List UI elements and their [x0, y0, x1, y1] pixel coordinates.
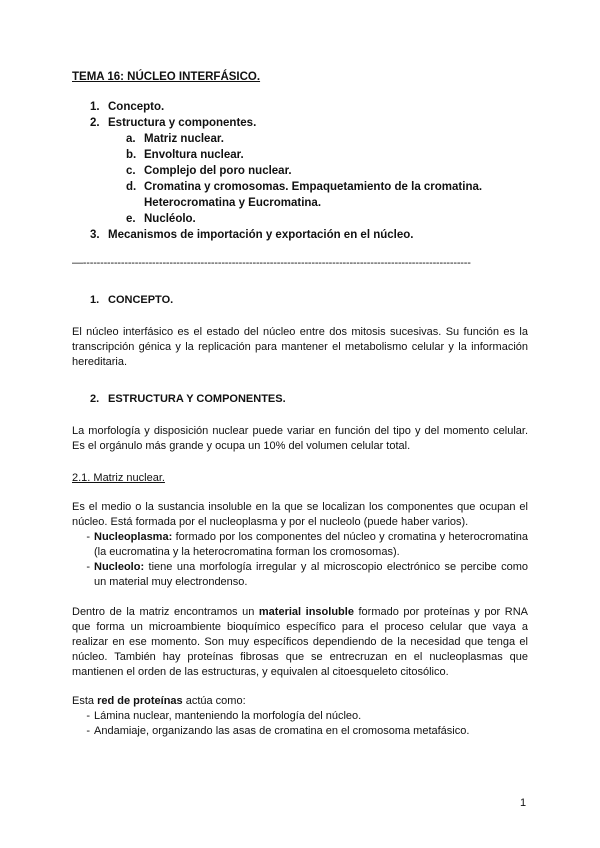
toc-subitem: [72, 147, 528, 163]
bold-material-insoluble: material insoluble: [258, 606, 354, 618]
list-item-nucleolo: [72, 560, 528, 590]
toc-text: Complejo del poro nuclear.: [144, 165, 292, 177]
matriz-components-list: [72, 530, 528, 590]
toc-item: [72, 115, 528, 131]
toc-text: Cromatina y cromosomas. Empaquetamiento de la cromatina. Heterocromatina y Eucromatina.: [144, 181, 483, 209]
toc-subitem: [72, 179, 528, 211]
paragraph-text: actúa como:: [182, 695, 246, 707]
toc-number: a.: [126, 133, 136, 145]
toc-item: [72, 227, 528, 243]
toc-text: Envoltura nuclear.: [144, 149, 244, 161]
toc-number: 2.: [90, 117, 100, 129]
toc-number: c.: [126, 165, 136, 177]
toc-text: Mecanismos de importación y exportación en el núcleo.: [108, 229, 414, 241]
separator-line: —----------------------------------------------------------------------------------------------------------------: [72, 257, 471, 269]
paragraph-text: Dentro de la matriz encontramos un: [72, 606, 259, 618]
bold-red-de-proteinas: red de proteínas: [97, 695, 183, 707]
toc-number: 1.: [90, 101, 100, 113]
term-description: formado por los componentes del núcleo y cromatina y heterocromatina (la eucromatina y la heterocromatina forman los cromosomas).: [94, 531, 528, 558]
dash-bullet: -: [86, 725, 90, 737]
red-proteinas-list: [72, 709, 528, 739]
list-item-nucleoplasma: [72, 530, 528, 560]
list-text: Lámina nuclear, manteniendo la morfología del núcleo.: [94, 710, 362, 722]
toc-number: b.: [126, 149, 137, 161]
toc-subitem: [72, 211, 528, 227]
section-heading-text: CONCEPTO.: [108, 294, 174, 306]
toc-number: 3.: [90, 229, 100, 241]
toc-subitem: [72, 163, 528, 179]
table-of-contents: [72, 99, 528, 243]
page-number: 1: [520, 797, 527, 809]
term-description: tiene una morfología irregular y al microscopio electrónico se percibe como un material muy electrondenso.: [94, 561, 528, 588]
toc-text: Concepto.: [108, 101, 165, 113]
section-number: 2.: [90, 393, 100, 405]
dash-bullet: -: [86, 531, 90, 543]
term-nucleolo: Nucleolo:: [94, 561, 145, 573]
toc-text: Matriz nuclear.: [144, 133, 224, 145]
list-item-andamiaje: [72, 724, 528, 739]
toc-text: Nucléolo.: [144, 213, 196, 225]
section-number: 1.: [90, 294, 100, 306]
concepto-paragraph: El núcleo interfásico es el estado del núcleo entre dos mitosis sucesivas. Su función es la transcripción génica y la replicación para mantener el metabolismo celular y la información hereditaria.: [72, 326, 528, 368]
paragraph-text: formado por proteínas y por RNA que forma un microambiente bioquímico específico para el proceso celular que vaya a realizar en ese momento. Son muy específicos dependiendo de la necesidad que tenga el núcleo. También hay proteínas fibrosas que se entrecruzan en el nucleoplasmas que mantienen el orden de las estructuras, y equivalen al citoesqueleto citosólico.: [72, 606, 528, 678]
section-heading-estructura: [72, 392, 528, 407]
subsection-heading-matriz: 2.1. Matriz nuclear.: [72, 472, 165, 484]
section-heading-text: ESTRUCTURA Y COMPONENTES.: [108, 393, 286, 405]
term-nucleoplasma: Nucleoplasma:: [94, 531, 173, 543]
toc-number: e.: [126, 213, 136, 225]
toc-number: d.: [126, 181, 137, 193]
paragraph-text: Esta: [72, 695, 98, 707]
document-page: [72, 70, 528, 739]
toc-text: Estructura y componentes.: [108, 117, 257, 129]
toc-item: [72, 99, 528, 115]
list-item-lamina: [72, 709, 528, 724]
matriz-intro-paragraph: Es el medio o la sustancia insoluble en la que se localizan los componentes que ocupan el núcleo. Está formada por el nucleoplasma y por el nucleolo (puede haber varios).: [72, 501, 528, 528]
red-proteinas-paragraph: [72, 694, 528, 709]
toc-subitem: [72, 131, 528, 147]
dash-bullet: -: [86, 710, 90, 722]
material-insoluble-paragraph: [72, 605, 528, 680]
section-heading-concepto: [72, 293, 528, 308]
list-text: Andamiaje, organizando las asas de cromatina en el cromosoma metafásico.: [94, 725, 470, 737]
estructura-paragraph: La morfología y disposición nuclear puede variar en función del tipo y del momento celular. Es el orgánulo más grande y ocupa un 10% del volumen celular total.: [72, 425, 528, 452]
dash-bullet: -: [86, 561, 90, 573]
document-title: TEMA 16: NÚCLEO INTERFÁSICO.: [72, 71, 261, 83]
